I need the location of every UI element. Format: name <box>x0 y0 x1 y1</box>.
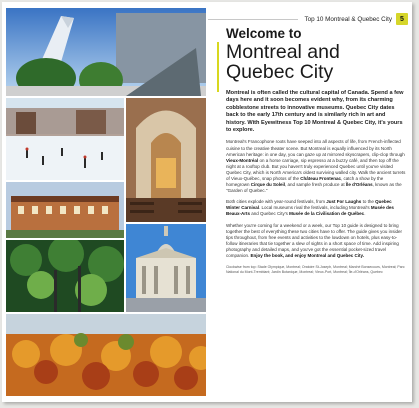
header-rule <box>208 19 298 20</box>
text-column <box>226 26 406 274</box>
title-line-2: Quebec City <box>226 61 334 83</box>
photo-credits: Clockwise from top: Stade Olympique, Montreal; Oratoire St-Joseph, Montreal; Marché Bonsecours, Montreal; Parc National du Mont-Tremblant; Jardin Botanique, Montreal; Vieux-Port, Montreal; Île-d'Orléans, Quebec <box>226 265 405 274</box>
welcome-heading: Welcome to <box>226 26 302 41</box>
body-paragraph-2: Both cities explode with year-round festivals, from Just For Laughs to the Quebec Winter Carnival. Local museums rival the festivals, including Montreal's Musée des Beaux-Arts and Quebec City's Musée de la Civilisation de Québec. <box>226 199 394 217</box>
title-line-1: Montreal and <box>226 41 340 63</box>
body-paragraph-3: Whether you're coming for a weekend or a week, our Top 10 guide is designed to bring together the best of everything these two cities have to offer. The guide gives you insider tips throughout, from free events and activities to the lowdown on hotels, plus easy-to-follow itineraries that tie together a slew of sights in a short space of time. Add inspiring photography and detailed maps, and you've got the essential pocket-sized travel companion. Enjoy the book, and enjoy Montreal and Quebec City. <box>226 222 402 259</box>
photo-autumn-landscape <box>6 314 206 396</box>
running-header <box>208 12 412 26</box>
photo-domed-building <box>126 224 206 312</box>
guidebook-page <box>2 2 412 402</box>
photo-church-interior <box>126 98 206 222</box>
accent-bar <box>217 42 219 92</box>
photo-olympic-stadium <box>6 8 206 96</box>
photo-skating-rink <box>6 98 124 180</box>
header-title: Top 10 Montreal & Quebec City <box>304 15 392 23</box>
photo-market-building <box>6 182 124 238</box>
page-number: 5 <box>396 13 408 25</box>
body-paragraph-1: Montreal's Francophone roots have seeped into all aspects of life, from French-inflected cuisine to the creative theater scene. But Montreal is equally influenced by its North American heritage: in one day, you can gaze up at mirrored skyscrapers, clip-clop through Vieux-Montréal on a horse carriage, sip espresso at a buzzy café, and then top off the night at a rooftop club. But you haven't truly experienced Quebec until you've visited Quebec City, which is North America's oldest surviving walled city. Walk the ancient turrets of Vieux-Québec, snap photos of the Château Frontenac, catch a show by the homegrown Cirque du Soleil, and sample fresh produce at Île d'Orléans, known as the "Garden of Quebec." <box>226 139 406 194</box>
intro-paragraph: Montreal is often called the cultural capital of Canada. Spend a few days here and it soon becomes evident why, from its charming cobblestone streets to innovative museums. Quebec City dates back to the early 17th century and is similarly rich in art and history. With Eyewitness Top 10 Montreal & Quebec City, it's yours to explore. <box>226 90 404 134</box>
photo-collage <box>6 8 206 396</box>
photo-forest <box>6 240 124 312</box>
page-title <box>226 42 406 82</box>
